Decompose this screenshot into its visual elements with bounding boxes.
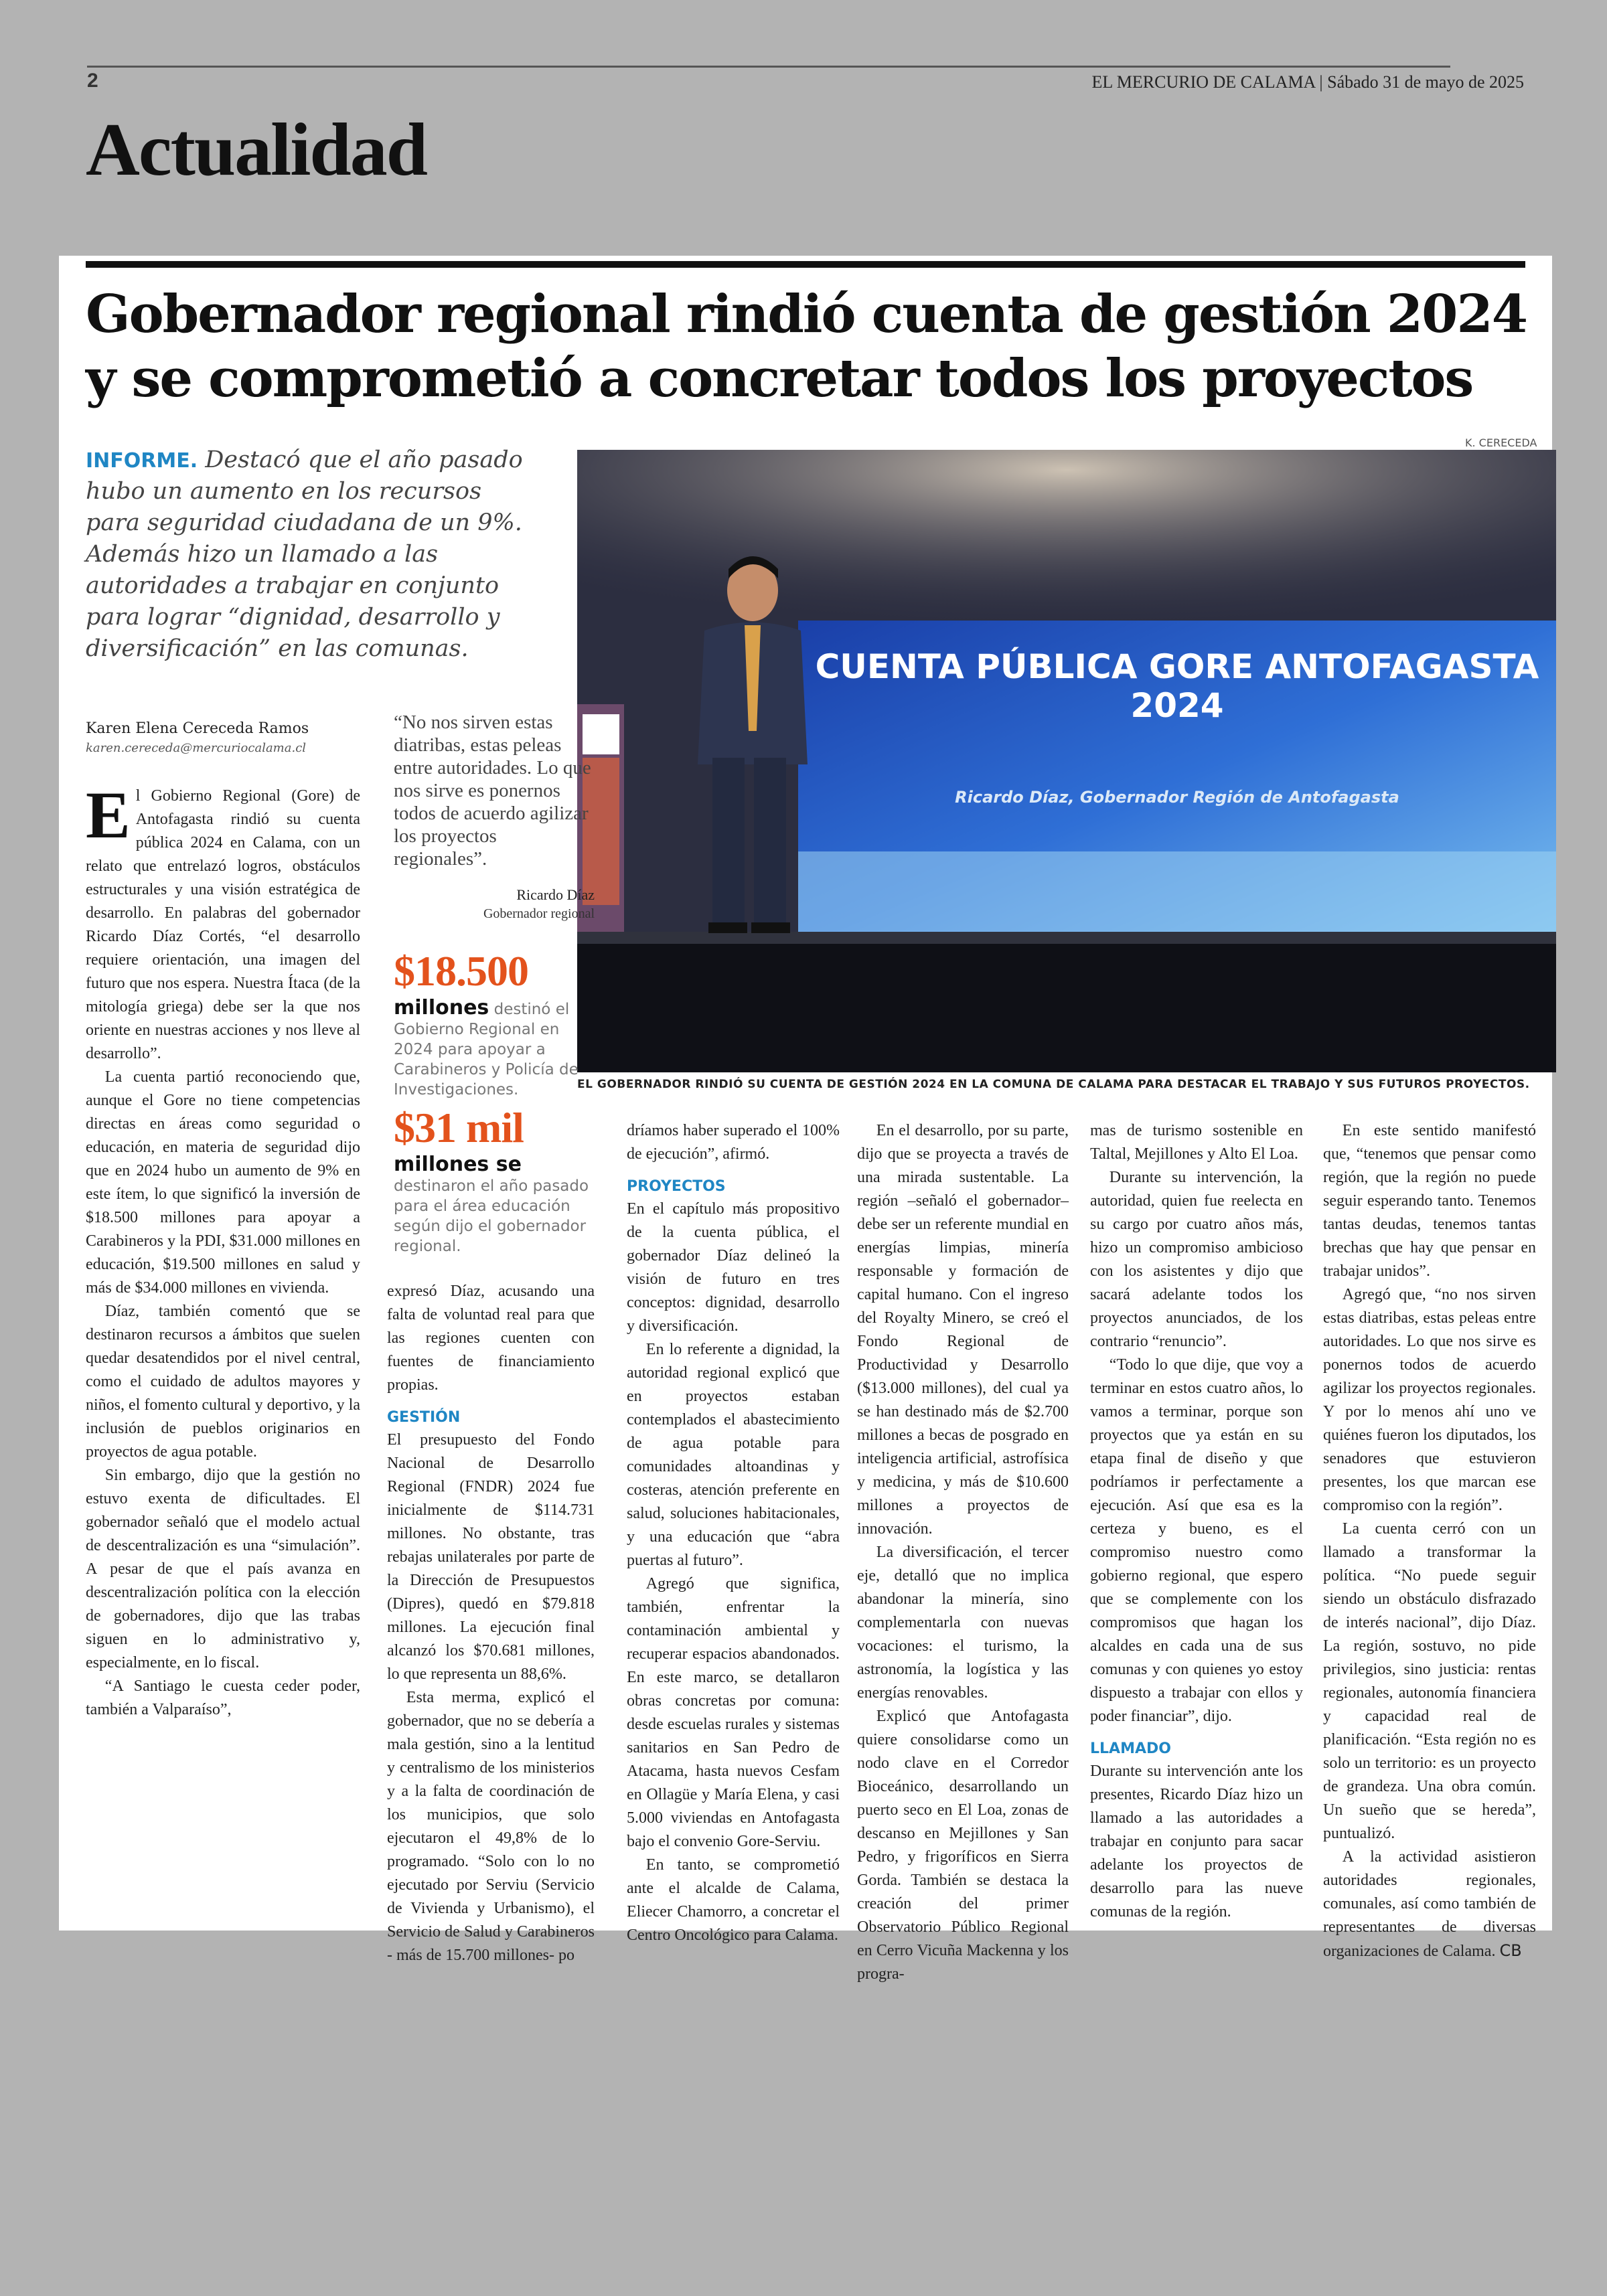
pull-quote-role: Gobernador regional <box>483 906 595 921</box>
column-1 <box>86 778 360 1722</box>
paragraph-text: A la actividad asistieron autoridades regionales, comunales, así como también de representantes de diversas organizaciones de Calama. <box>1323 1848 1536 1960</box>
byline <box>86 720 354 755</box>
paragraph: Durante su intervención, la autoridad, quien fue reelecta en su cargo por cuatro años más, hizo un compromiso ambicioso con los asistentes y dijo que sacará adelante todos los proyectos anunciados, de los contrario “renuncio”. <box>1090 1169 1303 1350</box>
stat-unit: millones se <box>394 1153 522 1176</box>
paragraph: Agregó que, “no nos sirven estas diatribas, estas peleas entre autoridades. Lo que nos sirve es ponernos todos de acuerdo agilizar los proyectos regionales. Y por lo menos ahí uno ve quiénes fueron los diputados, los senadores que estuvieron presentes, los que marcan ese compromiso con la región”. <box>1323 1286 1536 1514</box>
paragraph: dríamos haber superado el 100% de ejecución”, afirmó. <box>627 1122 840 1163</box>
headline-rule <box>86 261 1525 268</box>
paragraph: “A Santiago le cuesta ceder poder, también a Valparaíso”, <box>86 1677 360 1718</box>
paragraph: El presupuesto del Fondo Nacional de Desarrollo Regional (FNDR) 2024 fue inicialmente de $114.731 millones. No obstante, tras rebajas unilaterales por parte de la Dirección de Presupuestos (Dipres), quedó en $79.818 millones. La ejecución final alcanzó los $70.681 millones, lo que representa un 88,6%. <box>387 1431 595 1683</box>
paragraph: Agregó que significa, también, enfrentar la contaminación ambiental y recuperar espacios abandonados. En este marco, se detallaron obras concretas por comuna: desde escuelas rurales y sistemas sanitarios en San Pedro de Atacama, hasta nuevos Cesfam en Ollagüe y María Elena, y casi 5.000 viviendas en Antofagasta bajo el convenio Gore-Serviu. <box>627 1575 840 1850</box>
paragraph <box>86 778 360 1066</box>
column-6 <box>1323 1119 1536 1963</box>
screen-subtitle: Ricardo Díaz, Gobernador Región de Antofagasta <box>955 788 1399 807</box>
headline: Gobernador regional rindió cuenta de gestión 2024 y se comprometió a concretar todos los proyectos <box>86 284 1527 409</box>
stage-illustration <box>577 450 1556 1072</box>
subhead-proyectos: PROYECTOS <box>627 1178 726 1195</box>
stat-value: $31 mil <box>394 1104 524 1151</box>
paragraph: mas de turismo sostenible en Taltal, Mejillones y Alto El Loa. <box>1090 1122 1303 1163</box>
section-title: Actualidad <box>86 108 427 191</box>
paragraph: La cuenta partió reconociendo que, aunque el Gore no tiene competencias directas en áreas como seguridad o educación, en materia de seguridad dijo que en 2024 hubo un aumento de 9% en este ítem, lo que significó la inversión de $18.500 millones para apoyar a Carabineros y la PDI, $31.000 millones en educación, $19.500 millones en salud y más de $34.000 millones en vivienda. <box>86 1068 360 1297</box>
deck-text: Destacó que el año pasado hubo un aumento en los recursos para seguridad ciudadana de un 9%. Además hizo un llamado a las autoridades a trabajar en conjunto para lograr “dignidad, desarrollo y diversificación” en las comunas. <box>86 446 523 662</box>
paragraph: La diversificación, el tercer eje, detalló que no implica abandonar la minería, sino complementarla con nuevas vocaciones: el turismo, la astronomía, la logística y las energías renovables. <box>857 1544 1069 1702</box>
paragraph: Durante su intervención ante los presentes, Ricardo Díaz hizo un llamado a las autoridades a trabajar en conjunto para sacar adelante los proyectos de desarrollo para las nueve comunas de la región. <box>1090 1762 1303 1920</box>
paragraph: Esta merma, explicó el gobernador, que no se debería a mala gestión, sino a la lentitud y centralismo de los ministerios y a la falta de coordinación de los municipios, que solo ejecutaron el 49,8% de lo programado. “Solo con lo no ejecutado por Serviu (Servicio de Vivienda y Urbanismo), el Servicio de Salud y Carabineros - más de 15.700 millones- po <box>387 1689 595 1964</box>
page-number: 2 <box>87 70 98 92</box>
author-email: karen.cereceda@mercuriocalama.cl <box>86 741 307 755</box>
paragraph-text: l Gobierno Regional (Gore) de Antofagasta rindió su cuenta pública 2024 en Calama, con un relato que entrelazó logros, obstáculos estructurales y una visión estratégica de desarrollo. En palabras del gobernador Ricardo Díaz Cortés, “el desarrollo requiere orientación, una imagen del futuro que nos espera. Nuestra Ítaca (de la mitología griega) debe ser la que nos oriente en nuestras acciones y nos lleve al desarrollo”. <box>86 787 360 1062</box>
stat-text: destinaron el año pasado para el área educación según dijo el gobernador regional. <box>394 1177 589 1255</box>
kicker: INFORME. <box>86 449 198 473</box>
photo-credit: K. CERECEDA <box>1465 436 1537 449</box>
paragraph: Sin embargo, dijo que la gestión no estuvo exenta de dificultades. El gobernador señaló que el modelo actual de descentralización es una “simulación”. A pesar de que el país avanza en descentralización política con la elección de gobernadores, dijo que las trabas siguen en lo administrativo y, especialmente, en lo fiscal. <box>86 1467 360 1671</box>
pull-quote-text: “No nos sirven estas diatribas, estas peleas entre autoridades. Lo que nos sirve es ponernos todos de acuerdo agilizar los proyectos regionales”. <box>394 712 591 870</box>
paragraph: La cuenta cerró con un llamado a transformar la política. “No puede seguir siendo un obstáculo disfrazado de interés nacional”, dijo Díaz. La región, sostuvo, no pide privilegios, sino justicia: rentas regionales, autonomía financiera y capacidad real de planificación. “Esta región no es solo un territorio: es un proyecto de grandeza. Una obra común. Un sueño que se hereda”, puntualizó. <box>1323 1520 1536 1842</box>
paragraph: expresó Díaz, acusando una falta de voluntad real para que las regiones cuenten con fuentes de financiamiento propias. <box>387 1283 595 1394</box>
stat-unit: millones <box>394 996 489 1019</box>
top-rule <box>87 66 1450 68</box>
subhead-gestion: GESTIÓN <box>387 1409 461 1426</box>
column-3 <box>627 1119 840 1947</box>
drop-cap: E <box>86 778 131 852</box>
article-sheet <box>59 256 1552 1983</box>
photo-caption: EL GOBERNADOR RINDIÓ SU CUENTA DE GESTIÓN 2024 EN LA COMUNA DE CALAMA PARA DESTACAR EL TRABAJO Y SUS FUTUROS PROYECTOS. <box>577 1078 1530 1091</box>
paragraph: En lo referente a dignidad, la autoridad regional explicó que en proyectos estaban contemplados el abastecimiento de agua potable para comunidades altoandinas y costeras, atención preferente en salud, soluciones habitacionales, y una educación que “abra puertas al futuro”. <box>627 1341 840 1569</box>
paragraph: En tanto, se comprometió ante el alcalde de Calama, Eliecer Chamorro, a concretar el Centro Oncológico para Calama. <box>627 1856 840 1944</box>
paragraph: “Todo lo que dije, que voy a terminar en estos cuatro años, lo vamos a terminar, porque son proyectos que ya están en su etapa final de diseño y que podríamos ir perfectamente a ejecución. Así que esa es la certeza y bueno, es el compromiso nuestro como gobierno regional, que espero que se complemente con los compromisos que hagan los alcaldes en cada una de sus comunas y con quienes yo estoy dispuesto a trabajar con ellos y poder financiar”, dijo. <box>1090 1356 1303 1725</box>
subhead-llamado: LLAMADO <box>1090 1740 1171 1757</box>
paragraph: Díaz, también comentó que se destinaron recursos a ámbitos que suelen quedar desatendidos por el nivel central, como el cuidado de adultos mayores y niños, el fomento cultural y deportivo, y la inclusión de pueblos originarios en proyectos de agua potable. <box>86 1303 360 1461</box>
stat-value: $18.500 <box>394 947 528 995</box>
paragraph <box>1323 1846 1536 1963</box>
column-4 <box>857 1119 1069 1986</box>
deck <box>86 444 541 665</box>
paragraph: Explicó que Antofagasta quiere consolidarse como un nodo clave en el Corredor Bioceánico, desarrollando un puerto seco en El Loa, zonas de descanso en Mejillones y San Pedro, y frigoríficos en Sierra Gorda. También se destaca la creación del primer Observatorio Público Regional en Cerro Vicuña Mackenna y los progra- <box>857 1708 1069 1983</box>
end-mark: CB <box>1499 1941 1522 1960</box>
screen-title: CUENTA PÚBLICA GORE ANTOFAGASTA 2024 <box>815 647 1539 725</box>
masthead: EL MERCURIO DE CALAMA | Sábado 31 de mayo de 2025 <box>1091 72 1524 92</box>
paragraph: En el capítulo más propositivo de la cuenta pública, el gobernador Díaz delineó la visión de futuro en tres conceptos: dignidad, desarrollo y diversificación. <box>627 1200 840 1335</box>
paragraph: En este sentido manifestó que, “tenemos que pensar como región, que la región no puede seguir esperando tanto. Tenemos tantas deudas, tenemos tantas brechas que hay que pensar en trabajar unidos”. <box>1323 1122 1536 1280</box>
event-photo <box>577 450 1556 1072</box>
stat-text: destinó el Gobierno Regional en 2024 para apoyar a Carabineros y Policía de Investigaciones. <box>394 1001 579 1098</box>
author-name: Karen Elena Cereceda Ramos <box>86 720 309 737</box>
paragraph: En el desarrollo, por su parte, dijo que se proyecta a través de una mirada sustentable. La región –señaló el gobernador– debe ser un referente mundial en energías limpias, minería responsable y formación de capital humano. Con el ingreso del Royalty Minero, se creó el Fondo Regional de Productividad y Desarrollo ($13.000 millones), del cual ya se han destinado más de $2.700 millones a becas de posgrado en inteligencia artificial, astrofísica y medicina, y más de $10.600 millones a proyectos de innovación. <box>857 1122 1069 1538</box>
pull-quote <box>394 711 595 922</box>
column-2 <box>387 1280 595 1967</box>
stat-box-security <box>394 947 595 1100</box>
stat-box-education <box>394 1103 595 1256</box>
pull-quote-name: Ricardo Díaz <box>516 886 595 903</box>
column-5 <box>1090 1119 1303 1924</box>
